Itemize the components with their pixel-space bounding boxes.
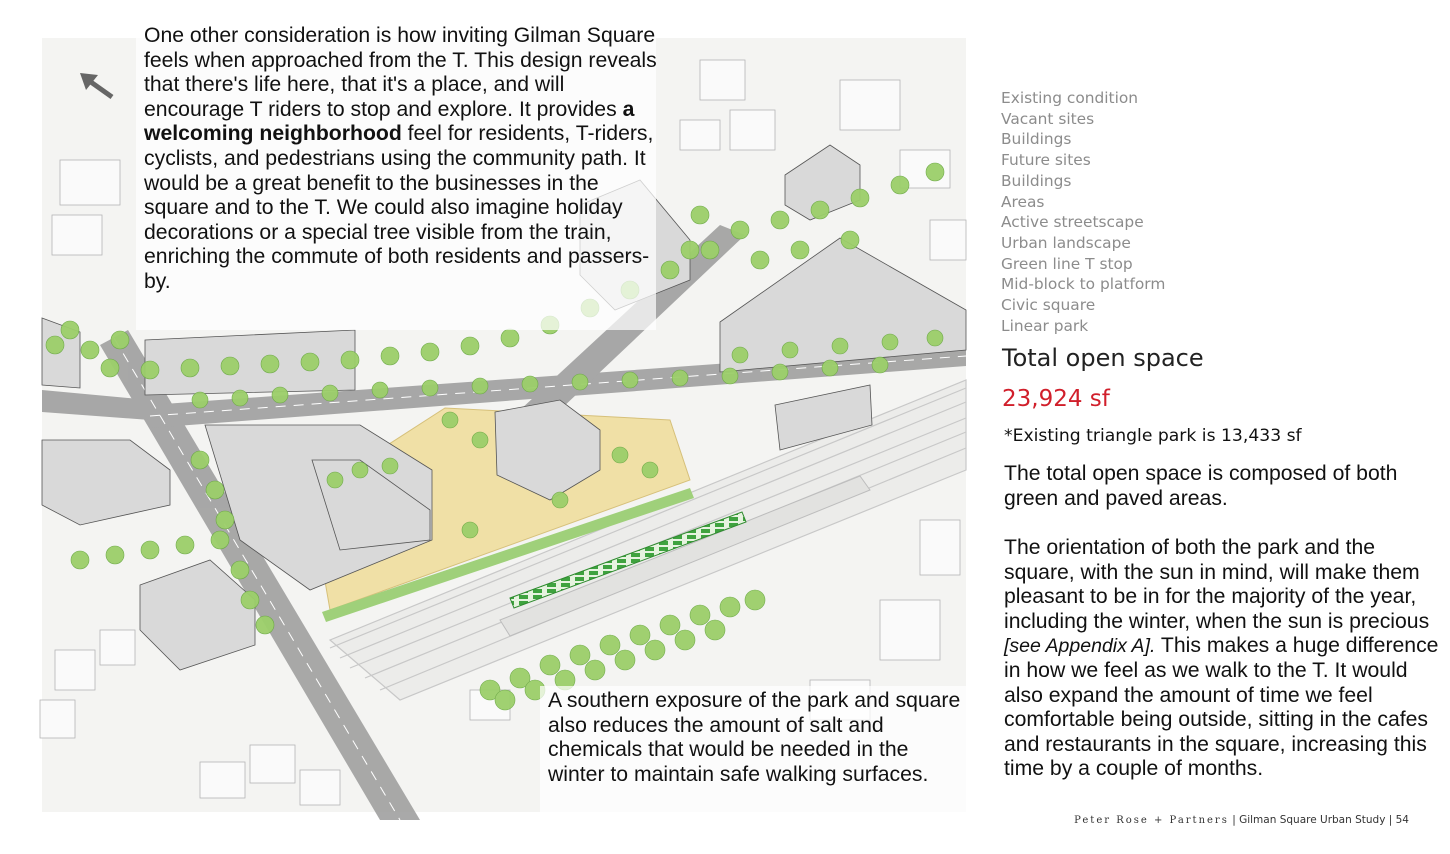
intro-emphasis: a welcoming neighborhood [144, 97, 635, 146]
legend-item: Areas [1001, 192, 1045, 211]
legend-item: Urban landscape [1001, 233, 1131, 252]
legend-item: Buildings [1001, 130, 1072, 149]
legend-item: Civic square [1001, 296, 1096, 315]
legend-item: Future sites [1001, 151, 1091, 170]
southern-exposure-note: A southern exposure of the park and square also reduces the amount of salt and chemicals that would be needed in the winter to maintain safe walking surfaces. [548, 689, 961, 786]
legend-item: Mid-block to platform [1001, 275, 1166, 294]
legend-item: Active streetscape [1001, 213, 1144, 232]
study-page-label: | Gilman Square Urban Study | 54 [1232, 814, 1409, 826]
legend-item: Existing condition [1001, 89, 1139, 107]
legend-item: Green line T stop [1001, 254, 1133, 273]
legend-item: Buildings [1001, 171, 1072, 190]
plan-legend [1001, 88, 1165, 336]
legend-item: Vacant sites [1001, 109, 1095, 128]
page-footer [1074, 814, 1409, 826]
orientation-paragraph: The orientation of both the park and the square, with the sun in mind, will make them pleasant to be in for the majority of the year, including the winter, when the sun is precious [see Appendix A]. This makes a huge difference in how we feel as we walk to the T. It would also expand the amount of time we feel comfortable being outside, sitting in the cafes and restaurants in the square, increasing this time by a couple of months. [1004, 536, 1439, 781]
total-open-space-heading: Total open space [1002, 344, 1204, 372]
appendix-reference: [see Appendix A]. [1004, 635, 1156, 658]
legend-item: Linear park [1001, 316, 1089, 335]
intro-paragraph: One other consideration is how inviting Gilman Square feels when approached from the T. This design reveals that there's life here, that it's a place, and will encourage T riders to stop and explore. It provides a welcoming neighborhood feel for residents, T-riders, cyclists, and pedestrians using the community path. It would be a great benefit to the businesses in the square and to the T. We could also imagine holiday decorations or a special tree visible from the train, enriching the commute of both residents and passers-by. [144, 24, 657, 293]
total-open-space-value: 23,924 sf [1002, 386, 1110, 412]
firm-name: Peter Rose + Partners [1074, 815, 1229, 826]
existing-park-note: *Existing triangle park is 13,433 sf [1004, 426, 1302, 446]
open-space-composition-paragraph: The total open space is composed of both green and paved areas. [1004, 462, 1398, 510]
